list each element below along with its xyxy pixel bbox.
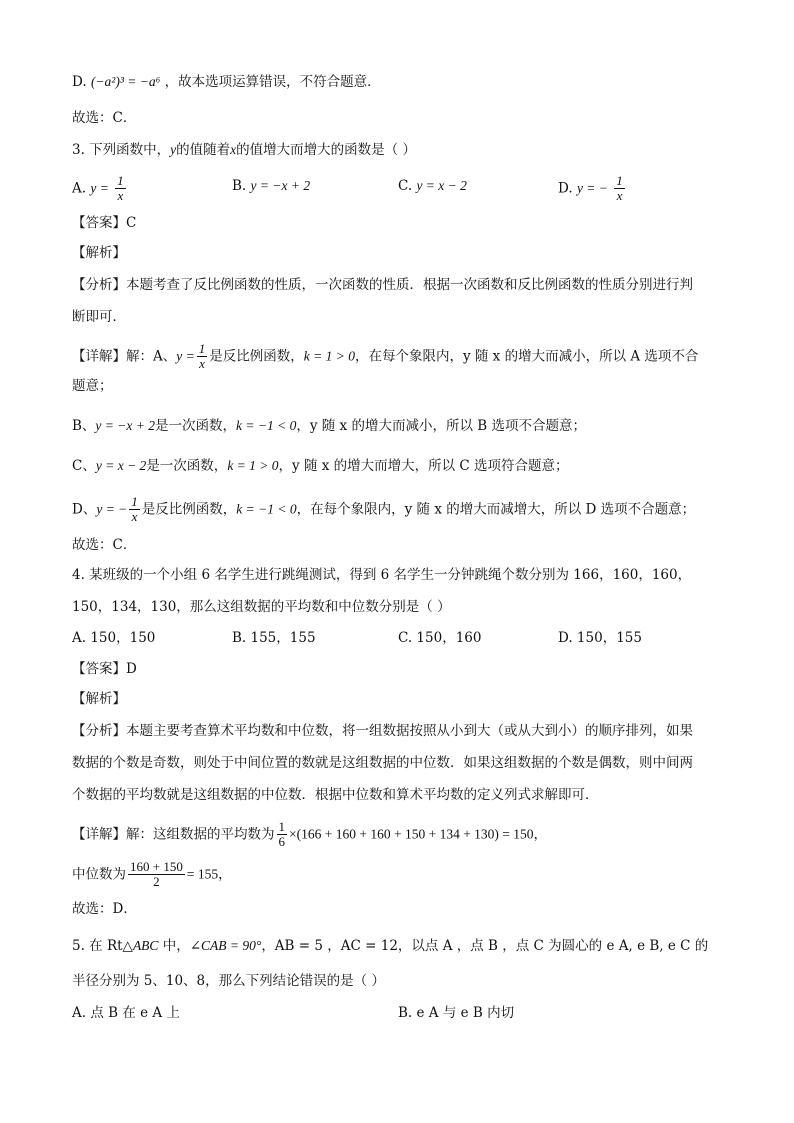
math-expression: k = 1 > 0: [303, 348, 355, 364]
detail-text: 中位数为: [72, 866, 126, 883]
choice-3: 故选：C．: [72, 537, 137, 553]
math-expression: y = −x + 2: [95, 418, 155, 433]
option-label: D.: [72, 74, 91, 90]
math-expression: = 155: [186, 866, 219, 882]
detail-text: ，在每个象限内，y 随 x 的增大而减增大，所以 D 选项不合题意；: [296, 501, 696, 518]
detail-text: 是反比例函数，: [209, 348, 304, 365]
stem-text: 中，: [158, 938, 190, 954]
detail-text: 【详解】解：这组数据的平均数为: [72, 826, 275, 843]
choice-4: 故选：D．: [72, 901, 137, 917]
option-label: A.: [72, 180, 87, 197]
fraction-denominator: x: [131, 509, 138, 525]
q4-option-d: D. 150，155: [558, 630, 642, 646]
detail-text: 是一次函数，: [146, 458, 228, 474]
detail-text: ，y 随 x 的增大而增大，所以 C 选项符合题意；: [278, 458, 569, 474]
fraction: [614, 174, 625, 204]
detail-text: ，y 随 x 的增大而减小，所以 B 选项不合题意；: [296, 418, 586, 434]
math-expression: y = −: [576, 180, 608, 196]
analysis-4-line3: 个数据的平均数就是这组数据的中位数．根据中位数和算术平均数的定义列式求解即可．: [72, 787, 599, 803]
question-4-line2: 150，134，130，那么这组数据的平均数和中位数分别是（ ）: [72, 599, 451, 615]
fraction: [128, 860, 185, 890]
detail-3-line-b: [72, 416, 586, 436]
q4-option-a: A. 150，150: [72, 630, 156, 646]
question-5-line2: 半径分别为 5、10、8，那么下列结论错误的是（ ）: [72, 973, 385, 989]
math-expression: ABC: [132, 938, 159, 953]
q4-option-b: B. 155，155: [232, 630, 316, 646]
q3-option-b: [232, 176, 310, 196]
detail-text: ，: [218, 866, 232, 883]
analysis-heading-3: 【解析】: [72, 245, 126, 261]
fraction-numerator: 1: [278, 819, 285, 834]
var-x: x: [230, 142, 237, 157]
q3-option-d: [558, 174, 627, 204]
detail-text: C、: [72, 458, 96, 474]
analysis-heading-4: 【解析】: [72, 691, 126, 707]
detail-text: 是一次函数，: [155, 418, 236, 434]
stem-text: 3. 下列函数中，: [72, 142, 171, 158]
math-expression: k = −1 < 0: [236, 418, 297, 433]
math-expression: k = 1 > 0: [227, 458, 279, 473]
fraction: [277, 820, 288, 850]
fraction: [129, 495, 140, 525]
fraction-numerator: 1: [616, 173, 623, 188]
fraction-numerator: 1: [131, 494, 138, 509]
detail-text: B、: [72, 418, 96, 434]
math-expression: y =: [90, 180, 109, 196]
analysis-3-line1: 【分析】本题考查了反比例函数的性质，一次函数的性质．根据一次函数和反比例函数的性质分别进行判: [72, 277, 693, 293]
fraction-numerator: 160 + 150: [130, 859, 183, 874]
answer-3: 【答案】C: [72, 215, 137, 231]
detail-4-median: [72, 860, 232, 890]
math-expression: y = x − 2: [416, 178, 467, 193]
detail-3-line-c: [72, 456, 569, 476]
q3-option-a: [72, 174, 128, 204]
prev-option-d-line: [72, 72, 381, 92]
math-expression: (−a²)³ = −a⁶: [90, 74, 161, 89]
answer-4: 【答案】D: [72, 661, 137, 677]
detail-text: 【详解】解：A、: [72, 348, 177, 365]
detail-3-line-a2: 题意；: [72, 378, 113, 394]
option-label: C.: [398, 178, 413, 194]
math-expression: y = −x + 2: [250, 178, 311, 193]
explanation-text: ，故本选项运算错误，不符合题意．: [164, 74, 381, 90]
analysis-4-line1: 【分析】本题主要考查算术平均数和中位数，将一组数据按照从小到大（或从大到小）的顺序排列，如果: [72, 723, 693, 739]
q3-option-c: [398, 176, 467, 196]
math-expression: y = −: [96, 501, 128, 517]
math-expression: ∠CAB = 90°: [189, 938, 262, 953]
stem-text: 5. 在 Rt△: [72, 938, 133, 954]
stem-text: ，AB = 5 ，AC = 12: [261, 938, 398, 954]
fraction: [197, 342, 208, 372]
detail-text: D、: [72, 501, 97, 518]
question-3-stem: [72, 140, 416, 160]
stem-text: ，以点 A ，点 B ，点 C 为圆心的 e A, e B, e C 的: [397, 938, 709, 954]
math-expression: k = −1 < 0: [236, 501, 297, 517]
detail-text: ，: [533, 826, 548, 843]
detail-text: ，在每个象限内，y 随 x 的增大而减小，所以 A 选项不合: [354, 348, 699, 365]
fraction: [115, 174, 126, 204]
fraction-denominator: 2: [153, 874, 160, 890]
fraction-numerator: 1: [117, 173, 124, 188]
analysis-4-line2: 数据的个数是奇数，则处于中间位置的数就是这组数据的中位数．如果这组数据的个数是偶数，则中间两: [72, 755, 693, 771]
question-5-line1: [72, 936, 708, 956]
fraction-numerator: 1: [198, 341, 206, 356]
fraction-denominator: x: [616, 188, 623, 204]
detail-3-line-a: [72, 342, 698, 372]
fraction-denominator: 6: [278, 834, 285, 850]
prev-choice-line: 故选：C．: [72, 110, 137, 126]
option-label: D.: [558, 180, 573, 197]
analysis-3-line2: 断即可．: [72, 309, 126, 325]
fraction-denominator: x: [117, 188, 124, 204]
q4-option-c: C. 150，160: [398, 630, 482, 646]
detail-text: 是反比例函数，: [141, 501, 237, 518]
math-expression: y =: [176, 348, 195, 364]
var-y: y: [170, 142, 177, 157]
question-4-line1: 4. 某班级的一个小组 6 名学生进行跳绳测试，得到 6 名学生一分钟跳绳个数分别为 166，160，160，: [72, 567, 692, 583]
option-label: B.: [232, 178, 247, 194]
fraction-denominator: x: [199, 356, 205, 372]
math-expression: ×(166 + 160 + 160 + 150 + 134 + 130) = 150: [289, 826, 534, 842]
q5-option-a: A. 点 B 在 e A 上: [72, 1005, 180, 1021]
math-expression: y = x − 2: [95, 458, 147, 473]
detail-3-line-d: [72, 495, 695, 525]
detail-4-mean: [72, 820, 547, 850]
q5-option-b: B. e A 与 e B 内切: [398, 1005, 515, 1021]
stem-text: 的值随着: [176, 142, 231, 158]
stem-text: 的值增大而增大的函数是（ ）: [236, 142, 416, 158]
